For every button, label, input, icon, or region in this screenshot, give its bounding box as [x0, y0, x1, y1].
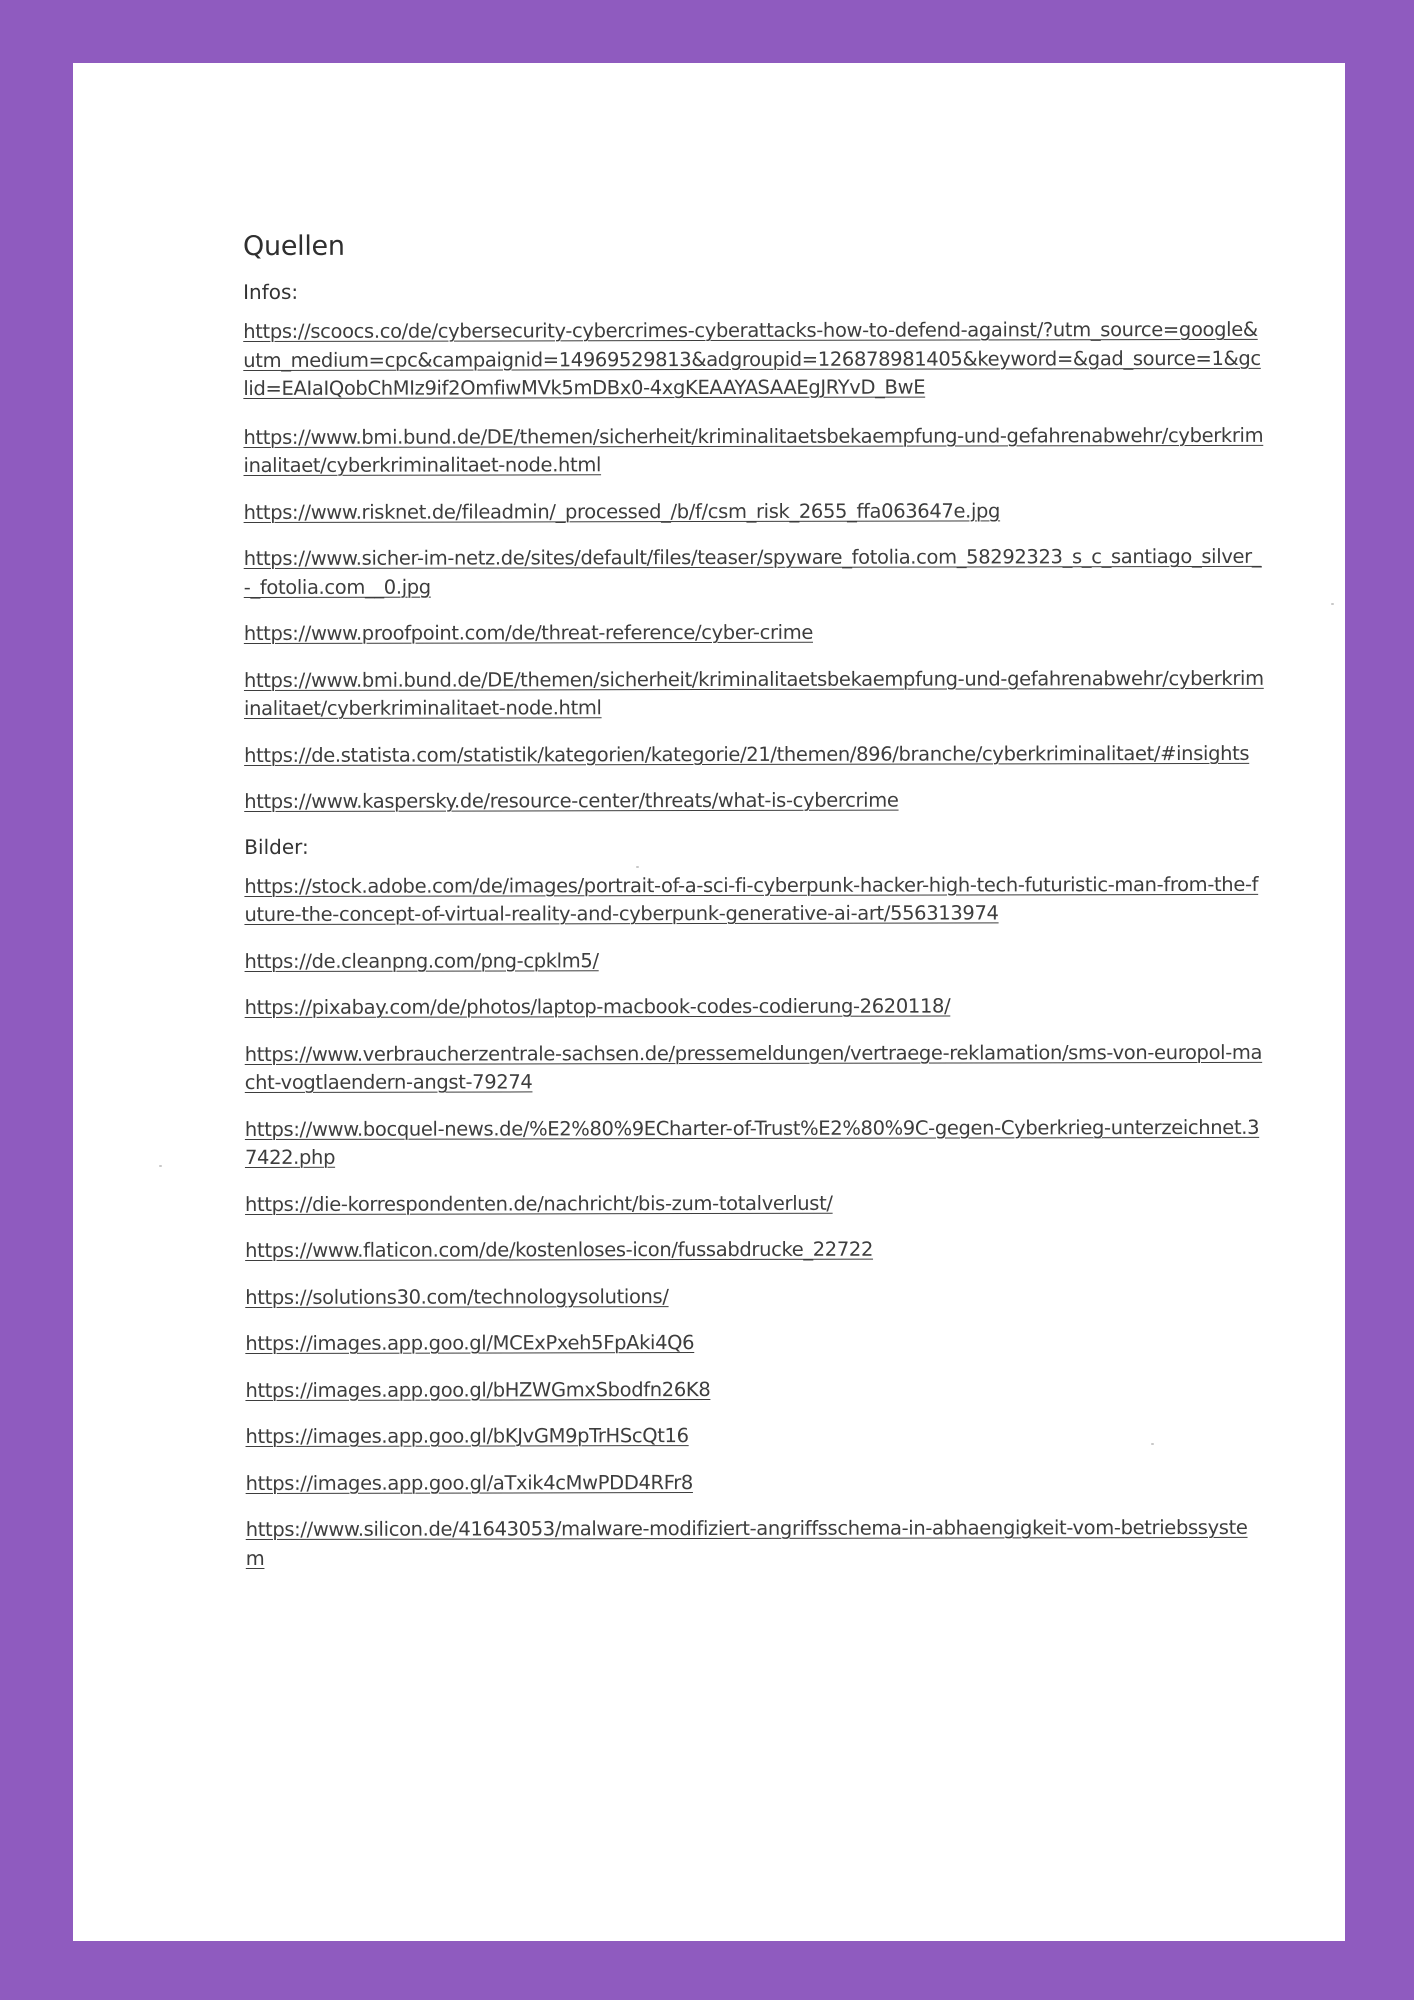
image-source-link[interactable]: https://www.verbraucherzentrale-sachsen.de/pressemeldungen/vertraege-reklamation/sms-von-europol-macht-vogtlaendern-angst-79274 — [244, 1040, 1263, 1094]
source-link[interactable]: https://de.statista.com/statistik/kategorien/kategorie/21/themen/896/branche/cyberkriminalitaet/#insights — [244, 741, 1250, 767]
image-source-link[interactable]: https://www.flaticon.com/de/kostenloses-icon/fussabdrucke_22722 — [245, 1237, 874, 1262]
image-source-link[interactable]: https://images.app.goo.gl/aTxik4cMwPDD4RFr8 — [245, 1470, 693, 1495]
section-heading-bilder: Bilder: — [244, 834, 309, 859]
scan-speck — [159, 1165, 162, 1167]
section-bilder — [244, 832, 1266, 1573]
document-page — [73, 63, 1345, 1941]
source-link[interactable]: https://www.bmi.bund.de/DE/themen/sicherheit/kriminalitaetsbekaempfung-und-gefahrenabwehr/cyberkriminalitaet/cyberkriminalitaet-node.html — [243, 423, 1264, 477]
section-infos — [243, 278, 1264, 817]
source-link[interactable]: https://www.bmi.bund.de/DE/themen/sicherheit/kriminalitaetsbekaempfung-und-gefahrenabwehr/cyberkriminalitaet/cyberkriminalitaet-node.html — [243, 666, 1264, 720]
source-link[interactable]: https://www.sicher-im-netz.de/sites/default/files/teaser/spyware_fotolia.com_58292323_s_c_santiago_silver_-_fotolia.com__0.jpg — [243, 544, 1262, 599]
image-source-link[interactable]: https://www.bocquel-news.de/%E2%80%9ECharter-of-Trust%E2%80%9C-gegen-Cyberkrieg-unterzeichnet.37422.php — [244, 1115, 1260, 1169]
image-source-link[interactable]: https://images.app.goo.gl/bHZWGmxSbodfn26K8 — [245, 1377, 711, 1402]
scan-speck — [1331, 603, 1334, 605]
image-source-link[interactable]: https://images.app.goo.gl/MCExPxeh5FpAki4Q6 — [245, 1331, 695, 1355]
document-content — [243, 229, 1266, 1591]
source-link[interactable]: https://www.risknet.de/fileadmin/_processed_/b/f/csm_risk_2655_ffa063647e.jpg — [243, 498, 1001, 524]
image-source-link[interactable]: https://stock.adobe.com/de/images/portrait-of-a-sci-fi-cyberpunk-hacker-high-tech-futuristic-man-from-the-future-the-concept-of-virtual-reality-and-cyberpunk-generative-ai-art/556313974 — [244, 872, 1259, 926]
image-source-link[interactable]: https://de.cleanpng.com/png-cpklm5/ — [244, 948, 599, 973]
source-link[interactable]: https://www.proofpoint.com/de/threat-reference/cyber-crime — [243, 620, 814, 645]
source-link[interactable]: https://www.kaspersky.de/resource-center/threats/what-is-cybercrime — [244, 788, 899, 813]
page-title: Quellen — [243, 230, 345, 262]
scan-speck — [636, 866, 639, 868]
image-source-link[interactable]: https://solutions30.com/technologysolutions/ — [245, 1284, 669, 1309]
image-source-link[interactable]: https://images.app.goo.gl/bKJvGM9pTrHScQt16 — [245, 1424, 689, 1448]
image-source-link[interactable]: https://die-korrespondenten.de/nachricht/bis-zum-totalverlust/ — [245, 1191, 833, 1216]
source-link[interactable]: https://scoocs.co/de/cybersecurity-cybercrimes-cyberattacks-how-to-defend-against/?utm_source=google&utm_medium=cpc&campaignid=14969529813&adgroupid=126878981405&keyword=&gad_source=1&gclid=EAIaIQobChMIz9if2OmfiwMVk5mDBx0-4xgKEAAYASAAEgJRYvD_BwE — [243, 317, 1261, 400]
image-source-link[interactable]: https://pixabay.com/de/photos/laptop-macbook-codes-codierung-2620118/ — [244, 994, 951, 1019]
section-heading-infos: Infos: — [243, 279, 299, 304]
image-source-link[interactable]: https://www.silicon.de/41643053/malware-modifiziert-angriffsschema-in-abhaengigkeit-vom-betriebssystem — [245, 1515, 1248, 1570]
scan-speck — [1151, 1443, 1154, 1445]
